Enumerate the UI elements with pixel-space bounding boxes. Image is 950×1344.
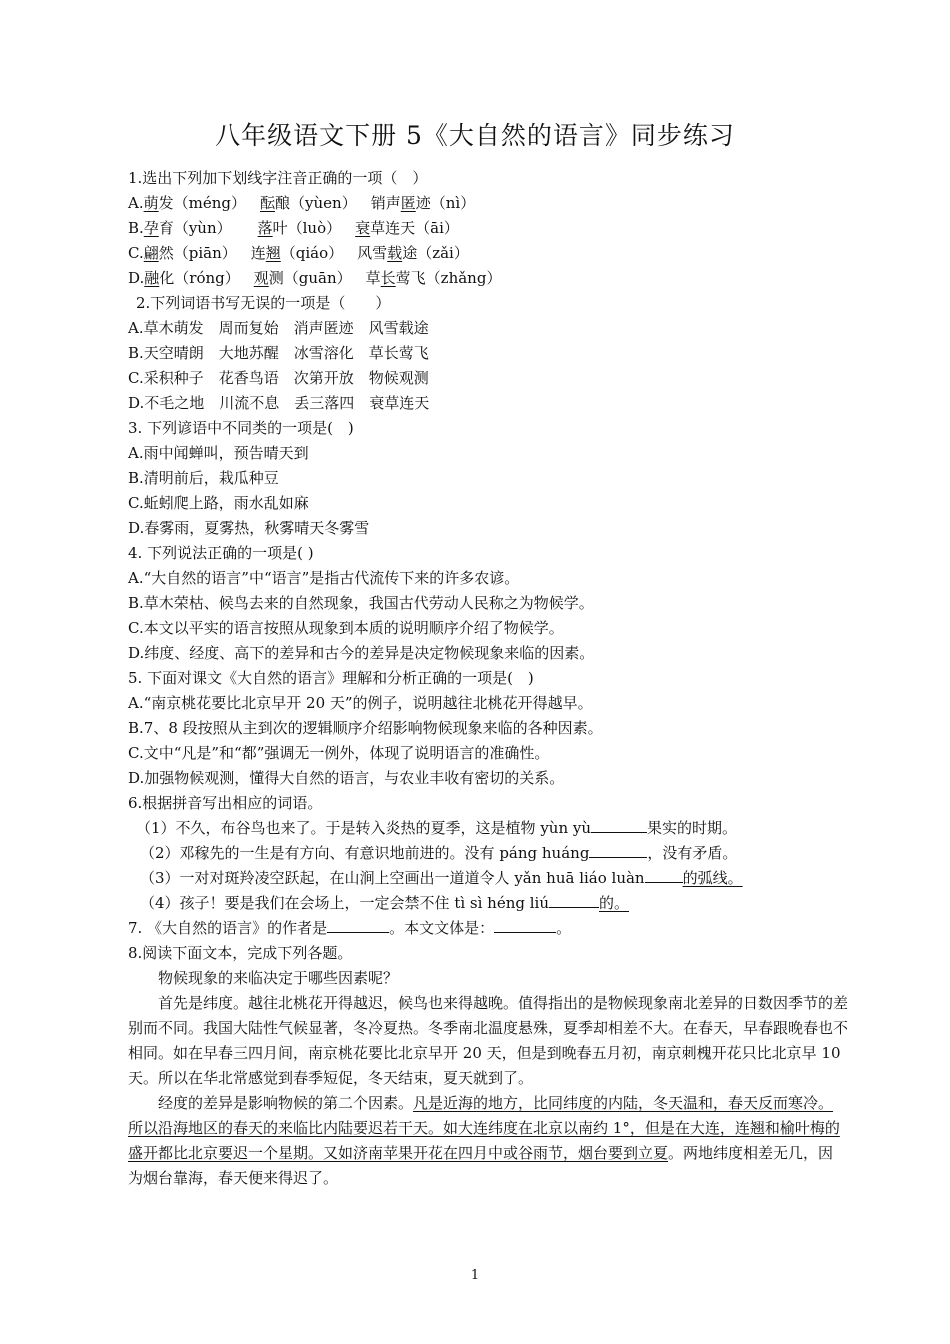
q4-option-a: A.“大自然的语言”中“语言”是指古代流传下来的许多农谚。	[128, 569, 520, 587]
q6-item-2: （2）邓稼先的一生是有方向、有意识地前进的。没有 páng huáng ，没有矛盾。	[128, 841, 848, 866]
q1-option-d: D.融化（róng） 观测（guān） 草长莺飞（zhǎng）	[128, 269, 502, 287]
q3-stem: 3. 下列谚语中不同类的一项是( )	[128, 419, 354, 437]
q5-option-c: C.文中“凡是”和“都”强调无一例外，体现了说明语言的准确性。	[128, 744, 550, 762]
q7-line: 7. 《大自然的语言》的作者是 。本文文体是： 。	[128, 916, 848, 941]
q1-option-b: B.孕育（yùn） 落叶（luò） 衰草连天（āi）	[128, 219, 459, 237]
answer-blank-genre[interactable]	[494, 916, 556, 933]
q3-option-c: C.蚯蚓爬上路，雨水乱如麻	[128, 494, 309, 512]
q5-stem: 5. 下面对课文《大自然的语言》理解和分析正确的一项是( )	[128, 669, 534, 687]
q6-stem: 6.根据拼音写出相应的词语。	[128, 794, 323, 812]
q2-option-c: C.采积种子 花香鸟语 次第开放 物候观测	[128, 369, 429, 387]
q2-stem: 2.下列词语书写无误的一项是（ ）	[136, 294, 391, 312]
answer-blank[interactable]	[549, 891, 599, 908]
q3-option-b: B.清明前后，栽瓜种豆	[128, 469, 279, 487]
q6-item-3: （3）一对对斑羚凌空跃起，在山涧上空画出一道道令人 yǎn huā liáo luàn 的弧线。	[128, 866, 848, 891]
q4-option-b: B.草木荣枯、候鸟去来的自然现象，我国古代劳动人民称之为物候学。	[128, 594, 594, 612]
q5-option-a: A.“南京桃花要比北京早开 20 天”的例子，说明越往北桃花开得越早。	[128, 694, 593, 712]
answer-blank[interactable]	[645, 866, 683, 883]
q4-option-c: C.本文以平实的语言按照从现象到本质的说明顺序介绍了物候学。	[128, 619, 564, 637]
q1-stem: 1.选出下列加下划线字注音正确的一项（ ）	[128, 169, 428, 187]
worksheet-body	[128, 166, 848, 1191]
q5-option-b: B.7、8 段按照从主到次的逻辑顺序介绍影响物候现象来临的各种因素。	[128, 719, 603, 737]
q3-option-a: A.雨中闻蝉叫，预告晴天到	[128, 444, 309, 462]
q6-item-4: （4）孩子！要是我们在会场上，一定会禁不住 tì sì héng liú 的。	[128, 891, 848, 916]
q2-option-d: D.不毛之地 川流不息 丢三落四 衰草连天	[128, 394, 430, 412]
q2-option-a: A.草木萌发 周而复始 消声匿迹 风雪载途	[128, 319, 429, 337]
passage-paragraph-2: 经度的差异是影响物候的第二个因素。凡是近海的地方，比同纬度的内陆，冬天温和，春天反而寒冷。所以沿海地区的春天的来临比内陆要迟若干天。如大连纬度在北京以南约 1°，但是在大连，连翘和榆叶梅的盛开都比北京要迟一个星期。又如济南苹果开花在四月中或谷雨节，烟台要到立夏。两地纬度相差无几，因为烟台靠海，春天便来得迟了。	[128, 1094, 840, 1187]
q1-option-c: C.翩然（piān） 连翘（qiáo） 风雪载途（zǎi）	[128, 244, 469, 262]
q2-option-b: B.天空晴朗 大地苏醒 冰雪溶化 草长莺飞	[128, 344, 429, 362]
q4-stem: 4. 下列说法正确的一项是( )	[128, 544, 314, 562]
answer-blank-author[interactable]	[327, 916, 389, 933]
answer-blank[interactable]	[589, 841, 647, 858]
passage-paragraph-1: 首先是纬度。越往北桃花开得越迟，候鸟也来得越晚。值得指出的是物候现象南北差异的日数因季节的差别而不同。我国大陆性气候显著，冬冷夏热。冬季南北温度悬殊，夏季却相差不大。在春天，早春跟晚春也不相同。如在早春三四月间，南京桃花要比北京早开 20 天，但是到晚春五月初，南京刺槐开花只比北京早 10 天。所以在华北常感觉到春季短促，冬天结束，夏天就到了。	[128, 994, 849, 1087]
passage-heading: 物候现象的来临决定于哪些因素呢？	[158, 969, 399, 987]
q4-option-d: D.纬度、经度、高下的差异和古今的差异是决定物候现象来临的因素。	[128, 644, 595, 662]
answer-blank[interactable]	[591, 816, 647, 833]
underlined-passage: 凡是近海的地方，比同纬度的内陆，冬天温和，春天反而寒冷。所以沿海地区的春天的来临比内陆要迟若干天。如大连纬度在北京以南约 1°，但是在大连，连翘和榆叶梅的盛开都比北京要迟一个星期。又如济南苹果开花在四月中或谷雨节，烟台要到立夏	[128, 1094, 840, 1162]
page-number: 1	[470, 1268, 480, 1283]
q1-option-a: A.萌发（méng） 酝酿（yùen） 销声匿迹（nì）	[128, 194, 476, 212]
q3-option-d: D.春雾雨，夏雾热，秋雾晴天冬雾雪	[128, 519, 370, 537]
q6-item-1: （1）不久，布谷鸟也来了。于是转入炎热的夏季，这是植物 yùn yù 果实的时期。	[128, 816, 848, 841]
q5-option-d: D.加强物候观测，懂得大自然的语言，与农业丰收有密切的关系。	[128, 769, 565, 787]
page-title: 八年级语文下册 5《大自然的语言》同步练习	[215, 121, 735, 150]
q8-stem: 8.阅读下面文本，完成下列各题。	[128, 944, 353, 962]
